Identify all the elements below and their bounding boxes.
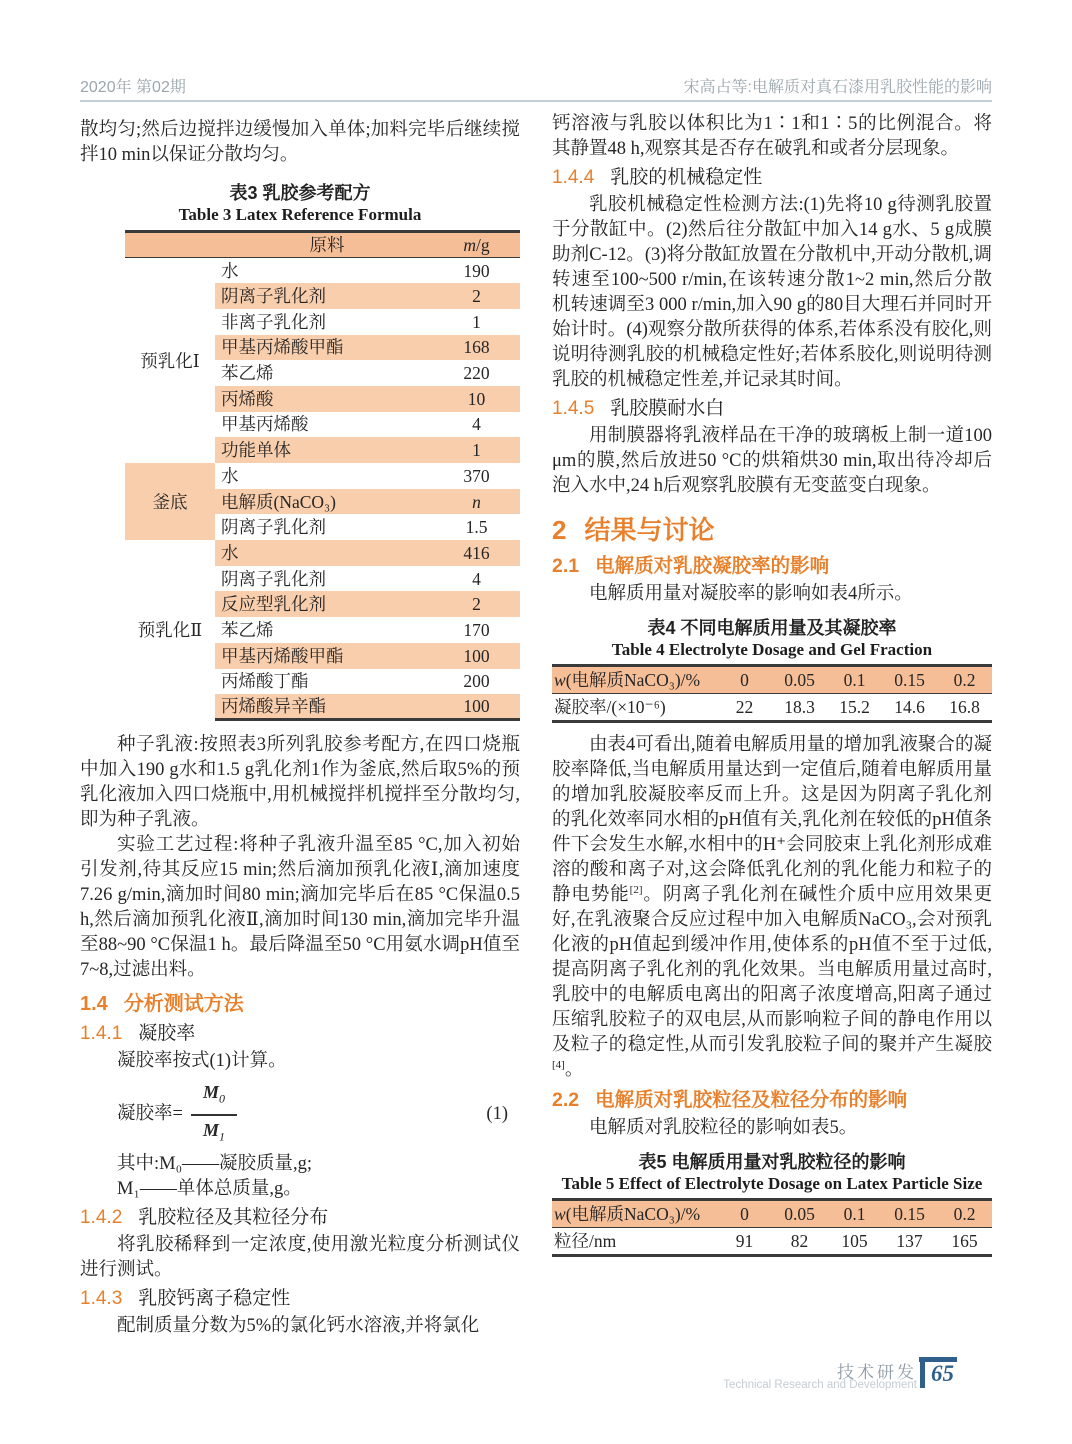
table3-caption-cn: 表3 乳胶参考配方 — [229, 183, 371, 203]
table-cell: 原料 — [215, 232, 433, 258]
paragraph-where-m0: 其中:M₀——凝胶质量,g; — [117, 1153, 313, 1174]
heading-number: 1.4.2 — [80, 1206, 123, 1228]
table-cell: 168 — [433, 335, 520, 361]
heading-1-4-2 — [80, 1204, 520, 1231]
page-number-side-bar — [920, 1357, 925, 1388]
paragraph-discussion: 由表4可看出,随着电解质用量的增加乳液聚合的凝胶率降低,当电解质用量达到一定值后,随着电解质用量的增加乳胶凝胶率反而上升。这是因为阴离子乳化剂的乳化效率同水相的pH值有关,乳化剂在较低的pH值条件下会发生水解,水相中的H⁺会同胶束上乳化剂形成难溶的酸和离子对,这会降低乳化剂的乳化能力和粒子的静电势能[2]。阴离子乳化剂在碱性介质中应用效果更好,在乳液聚合反应过程中加入电解质NaCO₃,会对预乳化液的pH值起到缓冲作用,使体系的pH值不至于过低,提高阴离子乳化剂的乳化效果。当电解质用量过高时,乳胶中的电解质电离出的阳离子浓度增高,阳离子通过压缩乳胶粒子的双电层,从而影响粒子间的静电作用以及粒子的稳定性,从而引发乳胶粒子间的聚并产生凝胶[4]。 — [552, 735, 992, 1080]
table-cell — [125, 232, 215, 258]
table-cell: 137 — [882, 1228, 937, 1256]
heading-number: 1.4.1 — [80, 1023, 123, 1045]
header-rule — [80, 100, 992, 102]
left-column — [80, 118, 520, 1339]
table-cell: 苯乙烯 — [221, 619, 274, 640]
table-cell: 190 — [463, 260, 490, 281]
footer-section-cn: 技术研发 — [837, 1363, 917, 1382]
table-cell: w(电解质NaCO₃)/% — [552, 666, 717, 694]
table-cell: 416 — [433, 540, 520, 566]
table-row — [125, 463, 520, 489]
table-cell: 100 — [433, 694, 520, 720]
heading-title: 分析测试方法 — [123, 993, 244, 1016]
paragraph-particle-size: 将乳胶稀释到一定浓度,使用激光粒度分析测试仪进行测试。 — [80, 1234, 520, 1280]
table-cell: 阴离子乳化剂 — [221, 568, 326, 589]
fraction-denominator: $M_1$ — [202, 1119, 225, 1144]
table-4 — [552, 664, 992, 723]
table4-block — [552, 617, 992, 723]
heading-title: 电解质对乳胶凝胶率的影响 — [595, 555, 830, 577]
table-cell: 2 — [433, 591, 520, 617]
heading-1-4-1 — [80, 1020, 520, 1047]
group-label-cell: 预乳化Ⅱ — [137, 619, 203, 640]
table-cell: 丙烯酸丁酯 — [221, 671, 309, 692]
table-cell: 苯乙烯 — [221, 363, 274, 384]
table-cell: 水 — [215, 540, 433, 566]
table-cell: 阴离子乳化剂 — [221, 517, 326, 538]
table-cell: 1.5 — [465, 517, 488, 538]
table-cell: 10 — [433, 386, 520, 412]
table-cell: 2 — [433, 283, 520, 309]
paragraph-dispersion-continuation: 散均匀;然后边搅拌边缓慢加入单体;加料完毕后继续搅拌10 min以保证分散均匀。 — [80, 120, 520, 165]
table4-data-row — [552, 694, 992, 722]
table-cell: 14.6 — [882, 694, 937, 722]
table-row — [125, 540, 520, 566]
heading-1-4-3 — [80, 1285, 520, 1312]
table-cell: 水 — [221, 260, 239, 281]
heading-title: 乳胶的机械稳定性 — [610, 167, 763, 188]
paragraph-process: 实验工艺过程:将种子乳液升温至85 °C,加入初始引发剂,待其反应15 min;然后滴加预乳化液Ⅰ,滴加速度7.26 g/min,滴加时间80 min;滴加完毕后在85 °C保温0.5 h,然后滴加预乳化液Ⅱ,滴加时间130 min,滴加完毕升温至88~90 °C保温1 h。最后降温至50 °C用氨水调pH值至7~8,过滤出料。 — [80, 835, 520, 981]
table-cell: 1 — [433, 437, 520, 463]
equation-lhs: 凝胶率= — [117, 1104, 183, 1125]
table-cell: 阴离子乳化剂 — [215, 283, 433, 309]
heading-2-2 — [552, 1087, 992, 1114]
group-label-cell: 釜底 — [125, 463, 215, 540]
table-cell: 0.2 — [937, 1200, 992, 1228]
table5-block — [552, 1151, 992, 1257]
table-cell: n — [433, 489, 520, 515]
table-cell: 16.8 — [937, 694, 992, 722]
table-cell: 370 — [463, 465, 490, 486]
table5-header-row — [552, 1200, 992, 1228]
paragraph-calcium-continuation: 钙溶液与乳胶以体积比为1∶1和1∶5的比例混合。将其静置48 h,观察其是否存在破乳和或者分层现象。 — [552, 114, 992, 159]
table-cell: 4 — [472, 414, 481, 435]
heading-title: 乳胶膜耐水白 — [610, 398, 725, 419]
table-cell: 4 — [472, 568, 481, 589]
table-cell: 反应型乳化剂 — [215, 591, 433, 617]
table-cell: 165 — [937, 1228, 992, 1256]
paragraph-where-m1: M₁——单体总质量,g。 — [117, 1178, 302, 1199]
heading-2 — [552, 513, 992, 547]
citation-2: [2] — [629, 883, 643, 896]
table3-block — [80, 182, 520, 721]
table5-caption-en: Table 5 Effect of Electrolyte Dosage on Latex Particle Size — [561, 1174, 983, 1193]
table-cell: 100 — [433, 643, 520, 669]
table-cell: 105 — [827, 1228, 882, 1256]
table-cell: 功能单体 — [215, 437, 433, 463]
table4-caption-en: Table 4 Electrolyte Dosage and Gel Fraction — [611, 640, 933, 659]
table-cell: w(电解质NaCO₃)/% — [552, 1200, 717, 1228]
table-row — [125, 258, 520, 284]
table3-header-row — [125, 232, 520, 258]
fraction — [191, 1080, 237, 1149]
heading-title: 凝胶率 — [138, 1023, 196, 1045]
table-cell: 丙烯酸异辛酯 — [215, 694, 433, 720]
heading-title: 乳胶粒径及其粒径分布 — [138, 1206, 329, 1228]
table-3 — [125, 230, 520, 721]
table-cell: 0.05 — [772, 1200, 827, 1228]
heading-title: 乳胶钙离子稳定性 — [138, 1287, 291, 1309]
table-cell — [433, 232, 520, 258]
table4-caption-cn: 表4 不同电解质用量及其凝胶率 — [647, 618, 897, 638]
table-cell: 粒径/nm — [552, 1228, 717, 1256]
heading-1-4-5 — [552, 395, 992, 422]
table-cell: 91 — [717, 1228, 772, 1256]
table4-header-row — [552, 666, 992, 694]
table-cell: 凝胶率/(×10⁻⁶) — [552, 694, 717, 722]
heading-number: 1.4.3 — [80, 1287, 123, 1309]
heading-1-4 — [80, 991, 520, 1018]
table-cell: 0.1 — [827, 1200, 882, 1228]
right-column — [552, 112, 992, 1257]
table-cell: 0.2 — [937, 666, 992, 694]
page-number: 65 — [931, 1361, 954, 1386]
table-cell: 水 — [221, 465, 239, 486]
paragraph-table5-intro: 电解质对乳胶粒径的影响如表5。 — [589, 1118, 858, 1138]
table-cell: 0.1 — [827, 666, 882, 694]
table-cell: 15.2 — [827, 694, 882, 722]
heading-number: 1.4.4 — [552, 167, 595, 188]
article-running-title: 宋高占等:电解质对真石漆用乳胶性能的影响 — [683, 79, 992, 96]
issue-label: 2020年 第02期 — [80, 79, 186, 96]
table-cell: 甲基丙烯酸 — [221, 414, 309, 435]
table-cell: 18.3 — [772, 694, 827, 722]
citation-4: [4] — [552, 1058, 565, 1071]
table-cell: 1 — [472, 311, 481, 332]
equation-1 — [80, 1080, 520, 1149]
table3-caption-en: Table 3 Latex Reference Formula — [178, 205, 422, 224]
paragraph-gel-formula-intro: 凝胶率按式(1)计算。 — [117, 1051, 287, 1072]
table5-data-row — [552, 1228, 992, 1256]
paragraph-table4-intro: 电解质用量对凝胶率的影响如表4所示。 — [589, 584, 913, 604]
table-cell: 0 — [717, 1200, 772, 1228]
paragraph-water-whitening: 用制膜器将乳液样品在干净的玻璃板上制一道100 μm的膜,然后放进50 °C的烘箱烘30 min,取出待冷却后泡入水中,24 h后观察乳胶膜有无变蓝变白现象。 — [552, 426, 992, 496]
table-cell: 丙烯酸 — [215, 386, 433, 412]
table-cell: 0.15 — [882, 1200, 937, 1228]
heading-number: 2 — [552, 515, 567, 545]
table-cell: 电解质(NaCO₃) — [215, 489, 433, 515]
paragraph-calcium-stability: 配制质量分数为5%的氯化钙水溶液,并将氯化 — [117, 1315, 480, 1336]
table-cell: 220 — [463, 363, 490, 384]
paragraph-mechanical-stability: 乳胶机械稳定性检测方法:(1)先将10 g待测乳胶置于分散缸中。(2)然后往分散缸中加入14 g水、5 g成膜助剂C-12。(3)将分散缸放置在分散机中,开动分散机,调转速至100~500 r/min,在该转速分散1~2 min,然后分散机转速调至3 000 r/min,加入90 g的80目大理石并同时开始计时。(4)观察分散所获得的体系,若体系没有胶化,则说明待测乳胶的机械稳定性好;若体系胶化,则说明待测乳胶的机械稳定性差,并记录其时间。 — [552, 195, 992, 390]
unit-symbol: m — [463, 235, 476, 255]
table-cell: 0 — [717, 666, 772, 694]
table5-caption-cn: 表5 电解质用量对乳胶粒径的影响 — [638, 1152, 906, 1172]
table-cell: 甲基丙烯酸甲酯 — [215, 643, 433, 669]
heading-title: 结果与讨论 — [584, 515, 715, 545]
heading-number: 2.1 — [552, 555, 580, 577]
table-cell: 170 — [463, 619, 490, 640]
table-cell: 甲基丙烯酸甲酯 — [215, 335, 433, 361]
footer-section-en: Technical Research and Development — [723, 1379, 917, 1391]
fraction-numerator: $M_0$ — [191, 1080, 237, 1116]
heading-1-4-4 — [552, 164, 992, 191]
table-cell: 22 — [717, 694, 772, 722]
heading-number: 2.2 — [552, 1089, 580, 1111]
table-cell: 0.15 — [882, 666, 937, 694]
table-5 — [552, 1198, 992, 1257]
heading-title: 电解质对乳胶粒径及粒径分布的影响 — [595, 1089, 908, 1111]
page-footer — [723, 1356, 992, 1396]
heading-2-1 — [552, 553, 992, 580]
running-head — [80, 74, 992, 97]
table-cell: 200 — [463, 671, 490, 692]
table-cell: 0.05 — [772, 666, 827, 694]
group-label-cell: 预乳化Ⅰ — [140, 350, 200, 371]
table-cell: 非离子乳化剂 — [221, 311, 326, 332]
heading-number: 1.4 — [80, 993, 108, 1016]
equation-number: (1) — [486, 1104, 508, 1125]
table-cell: 82 — [772, 1228, 827, 1256]
paragraph-seed-latex: 种子乳液:按照表3所列乳胶参考配方,在四口烧瓶中加入190 g水和1.5 g乳化剂1作为釜底,然后取5%的预乳化液加入四口烧瓶中,用机械搅拌机搅拌至分散均匀,即为种子乳液。 — [80, 735, 520, 831]
unit-rest: /g — [476, 235, 490, 255]
heading-number: 1.4.5 — [552, 398, 595, 419]
